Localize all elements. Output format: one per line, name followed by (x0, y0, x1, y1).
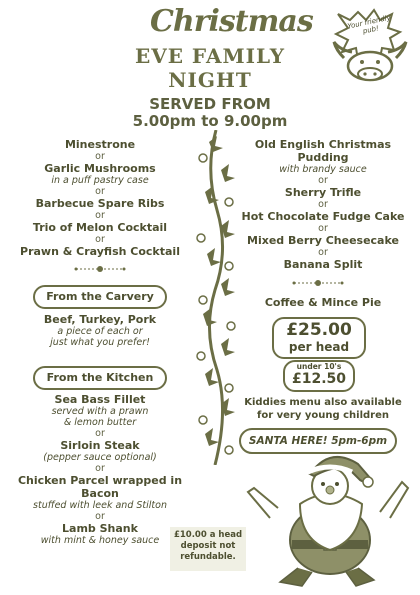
or-separator: or (318, 199, 328, 210)
kiddies-line: for very young children (256, 410, 390, 421)
kitchen-desc: stuffed with leek and Stilton (33, 500, 167, 511)
dessert-item: Sherry Trifle (284, 186, 362, 199)
kiddies-note (228, 396, 418, 422)
carvery-section (10, 313, 190, 348)
kitchen-desc: (pepper sauce optional) (43, 452, 157, 463)
carvery-heading: From the Carvery (33, 285, 167, 309)
kiddies-line: Kiddies menu also available (244, 397, 402, 408)
or-separator: or (95, 234, 105, 245)
or-separator: or (95, 151, 105, 162)
kitchen-desc: served with a prawn (51, 406, 149, 417)
carvery-desc: just what you prefer! (50, 337, 150, 348)
or-separator: or (318, 175, 328, 186)
adult-price-box (272, 317, 366, 359)
kitchen-item: Chicken Parcel wrapped in Bacon (17, 474, 183, 500)
logo-tagline: Your friendly pub! (346, 13, 392, 36)
starter-item: Barbecue Spare Ribs (35, 197, 165, 210)
kitchen-item: Sea Bass Fillet (54, 393, 146, 406)
or-separator: or (95, 186, 105, 197)
santa-illustration-icon (240, 448, 410, 588)
santa-banner: SANTA HERE! 5pm-6pm (239, 428, 397, 454)
kitchen-item: Lamb Shank (62, 522, 138, 535)
desserts-section (228, 138, 418, 271)
starter-item: Prawn & Crayfish Cocktail (20, 245, 180, 258)
or-separator: or (95, 511, 105, 522)
deposit-line: deposit not (180, 541, 236, 551)
served-heading: SERVED FROM (149, 95, 271, 113)
child-price-box (283, 360, 355, 392)
or-separator: or (318, 247, 328, 258)
kitchen-item: Sirloin Steak (60, 439, 140, 452)
deposit-line: £10.00 a head (173, 530, 243, 540)
dessert-item: Banana Split (283, 258, 363, 271)
served-times (110, 96, 310, 130)
dessert-item: Hot Chocolate Fudge Cake (241, 210, 405, 223)
deposit-note (170, 527, 246, 571)
coffee-item: Coffee & Mince Pie (264, 296, 382, 309)
child-price-label: under 10's (296, 362, 342, 371)
or-separator: or (95, 210, 105, 221)
ornament-divider-icon (72, 265, 128, 273)
kitchen-heading: From the Kitchen (33, 366, 167, 390)
kitchen-section (0, 393, 200, 546)
child-price-amount: £12.50 (291, 371, 347, 387)
starter-item: Garlic Mushrooms (44, 162, 156, 175)
event-title: EVE FAMILY NIGHT (134, 44, 286, 92)
ornament-divider-icon (290, 279, 346, 287)
deposit-line: refundable. (180, 552, 236, 562)
starter-item: Minestrone (64, 138, 136, 151)
starters-section (10, 138, 190, 258)
christmas-script-title: Christmas (150, 4, 313, 39)
kitchen-desc: with mint & honey sauce (40, 535, 160, 546)
dessert-item: Old English Christmas Pudding (254, 138, 392, 164)
kitchen-desc: & lemon butter (63, 417, 137, 428)
dessert-desc: with brandy sauce (279, 164, 367, 175)
or-separator: or (95, 428, 105, 439)
adult-price-amount: £25.00 (286, 320, 352, 340)
or-separator: or (95, 463, 105, 474)
adult-price-unit: per head (288, 340, 350, 354)
or-separator: or (318, 223, 328, 234)
carvery-desc: a piece of each or (57, 326, 143, 337)
carvery-item: Beef, Turkey, Pork (43, 313, 157, 326)
served-hours: 5.00pm to 9.00pm (132, 112, 288, 130)
starter-desc: in a puff pastry case (51, 175, 149, 186)
dessert-item: Mixed Berry Cheesecake (247, 234, 399, 247)
starter-item: Trio of Melon Cocktail (32, 221, 168, 234)
